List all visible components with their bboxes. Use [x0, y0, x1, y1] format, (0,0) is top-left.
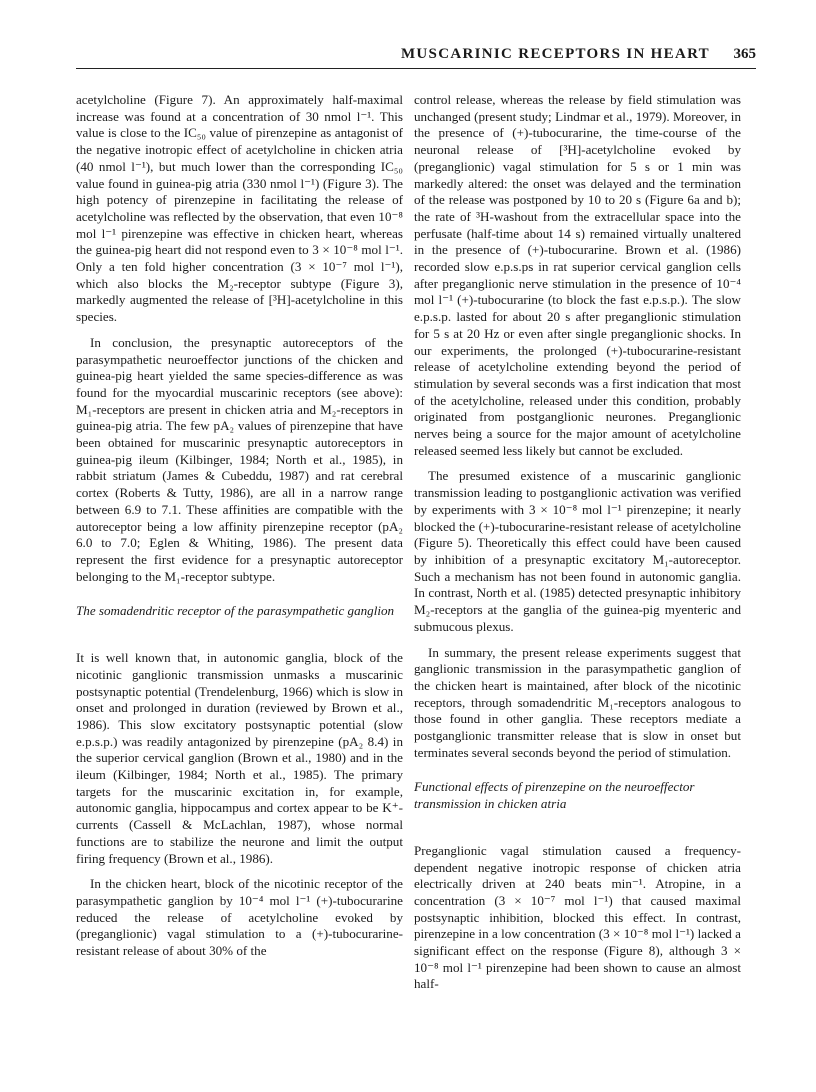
page-number: 365: [733, 46, 756, 62]
left-paragraph-2: In conclusion, the presynaptic autoreceptors of the parasympathetic neuroeffector junctions of the chicken and guinea-pig heart yielded the same species-difference as was found for the myocardial muscarinic receptors (see above): M₁-receptors are present in chicken atria and M₂-receptors in guinea-pig atria. The few pA₂ values of pirenzepine that have been obtained for muscarinic presynaptic autoreceptors in guinea-pig ileum (Kilbinger, 1984; North et al., 1985), in rabbit striatum (James & Cubeddu, 1987) and rat cerebral cortex (Roberts & Tutty, 1986), are all in a narrow range between 6.9 to 7.1. These affinities are compatible with the autoreceptor being a low affinity pirenzepine receptor (pA₂ 6.0 to 7.0; Eglen & Whiting, 1986). The present data represent the first evidence for a presynaptic autoreceptor belonging to the M₁-receptor subtype.: [76, 334, 403, 584]
left-paragraph-4: In the chicken heart, block of the nicotinic receptor of the parasympathetic ganglion by 10⁻⁴ mol l⁻¹ (+)-tubocurarine reduced the release of acetylcholine evoked by (preganglionic) vagal stimulation to a (+)-tubocurarine-resistant release of about 30% of the: [76, 876, 403, 959]
right-paragraph-1: control release, whereas the release by field stimulation was unchanged (present study; Lindmar et al., 1979). Moreover, in the presence of (+)-tubocurarine, the time-course of the neuronal release of [³H]-acetylcholine evoked by (preganglionic) vagal stimulation for 5 s or 1 min was markedly altered: the onset was delayed and the termination of the release was postponed by 10 to 20 s (Figure 6a and b); the rate of ³H-washout from the extracellular space into the perfusate (half-time about 14 s) remained virtually unaltered in the presence of (+)-tubocurarine. Brown et al. (1986) recorded slow e.p.s.ps in rat superior cervical ganglion cells after preganglionic nerve stimulation in the presence of 10⁻⁴ mol l⁻¹ (+)-tubocurarine (to block the fast e.p.s.p.). The slow e.p.s.p. lasted for about 20 s after preganglionic stimulation for 5 s at 20 Hz or even after single preganglionic shocks. In our experiments, the prolonged (+)-tubocurarine-resistant release of acetylcholine extending beyond the period of stimulation by several seconds was a first indication that most of the acetylcholine, released under this condition, probably originated from postganglionic neurones. Preganglionic nerves being a source for the major amount of acetylcholine released seemed less likely but cannot be excluded.: [414, 92, 741, 458]
section-heading-functional-effects: Functional effects of pirenzepine on the neuroeffector transmission in chicken atria: [414, 779, 695, 812]
left-paragraph-3: It is well known that, in autonomic ganglia, block of the nicotinic ganglionic transmission unmasks a muscarinic postsynaptic potential (Trendelenburg, 1966) which is slow in onset and prolonged in duration (reviewed by Brown et al., 1986). This slow excitatory postsynaptic potential (slow e.p.s.p.) was readily antagonized by pirenzepine (pA₂ 8.4) in the superior cervical ganglion (Brown et al., 1980) and in the ileum (Kilbinger, 1984; North et al., 1985). The primary targets for the muscarinic excitation in, for example, autonomic ganglia, hippocampus and cortex appear to be K⁺-currents (Cassell & McLachlan, 1987), whose normal functions are to stabilize the neurone and limit the output firing frequency (Brown et al., 1986).: [76, 650, 403, 866]
left-column: [76, 92, 403, 969]
left-paragraph-1: acetylcholine (Figure 7). An approximately half-maximal increase was found at a concentration of 30 nmol l⁻¹. This value is close to the IC₅₀ value of pirenzepine as antagonist of the negative inotropic effect of acetylcholine in chicken atria (40 nmol l⁻¹), but much lower than the corresponding IC₅₀ value found in guinea-pig atria (330 nmol l⁻¹) (Figure 3). The high potency of pirenzepine in facilitating the release of acetylcholine was reflected by the observation, that even 10⁻⁸ mol l⁻¹ pirenzepine was effective in chicken heart, whereas the guinea-pig heart did not respond even to 3 × 10⁻⁸ mol l⁻¹. Only a ten fold higher concentration (3 × 10⁻⁷ mol l⁻¹), which also blocks the M₂-receptor subtype (Figure 3), markedly augmented the release of [³H]-acetylcholine in this species.: [76, 92, 403, 325]
right-paragraph-3: In summary, the present release experiments suggest that ganglionic transmission in the parasympathetic ganglion of the chicken heart is maintained, after block of the nicotinic receptors, through somadendritic M₁-receptors analogous to those found in other ganglia. These receptors mediate a postganglionic transmitter release that is slow in onset but terminates several seconds beyond the period of stimulation.: [414, 644, 741, 760]
page-header: [76, 44, 756, 69]
running-title: MUSCARINIC RECEPTORS IN HEART: [400, 46, 710, 62]
right-column: [414, 92, 741, 1002]
right-paragraph-4: Preganglionic vagal stimulation caused a frequency-dependent negative inotropic response of chicken atria electrically driven at 240 beats min⁻¹. Atropine, in a concentration (3 × 10⁻⁷ mol l⁻¹) that caused maximal postsynaptic inhibition, blocked this effect. In contrast, pirenzepine in a low concentration (3 × 10⁻⁸ mol l⁻¹) lacked a significant effect on the response (Figure 8), although 3 × 10⁻⁸ mol l⁻¹ pirenzepine had been shown to cause an almost half-: [414, 842, 741, 992]
right-paragraph-2: The presumed existence of a muscarinic ganglionic transmission leading to postganglionic activation was verified by experiments with 3 × 10⁻⁸ mol l⁻¹ pirenzepine; it nearly blocked the (+)-tubocurarine-resistant release of acetylcholine (Figure 5). Theoretically this effect could have been caused by inhibition of a presynaptic excitatory M₁-autoreceptor. Such a mechanism has not been found in autonomic ganglia. In contrast, North et al. (1985) detected presynaptic inhibitory M₂-receptors at the ganglia of the guinea-pig myenteric and submucous plexus.: [414, 468, 741, 634]
section-heading-somadendritic: The somadendritic receptor of the parasympathetic ganglion: [76, 603, 395, 619]
